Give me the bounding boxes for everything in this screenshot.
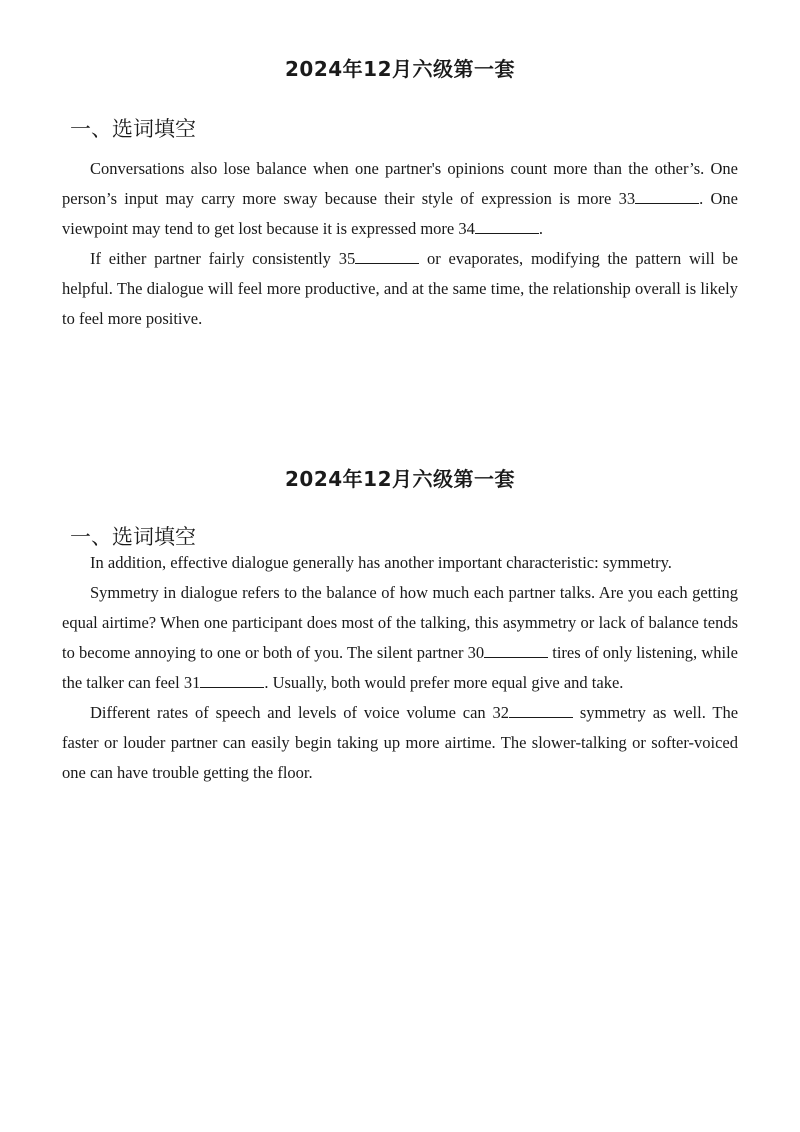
text-segment: symmetry as well. The faster or louder partner can easily begin taking up more airtime. The slower-talking or softer-voiced one can have trouble getting the floor. bbox=[62, 703, 739, 782]
paragraph bbox=[62, 244, 738, 334]
text-segment: tires of only listening, while the talker can feel 31 bbox=[62, 643, 738, 692]
text-segment: In addition, effective dialogue generally has another important characteristic: symmetry. bbox=[90, 553, 672, 572]
paragraph bbox=[62, 154, 738, 244]
section-2 bbox=[62, 464, 738, 788]
text-segment: . bbox=[538, 219, 543, 238]
blank-34 bbox=[475, 219, 539, 234]
blank-33 bbox=[635, 189, 699, 204]
text-segment: Symmetry in dialogue refers to the balance of how much each partner talks. Are you each getting equal airtime? When one participant does most of the talking, this asymmetry or lack of balance tends to become annoying to one or both of you. The silent partner 30 bbox=[62, 583, 738, 662]
text-segment: If either partner fairly consistently 35 bbox=[90, 249, 356, 268]
text-segment: or evaporates, modifying the pattern will be helpful. The dialogue will feel more productive, and at the same time, the relationship overall is likely to feel more positive. bbox=[62, 249, 738, 328]
section-1 bbox=[62, 54, 738, 334]
section-heading: 一、选词填空 bbox=[70, 117, 196, 141]
paragraph bbox=[62, 548, 738, 578]
paragraph bbox=[62, 698, 738, 788]
passage bbox=[62, 548, 738, 788]
document-title: 2024年12月六级第一套 bbox=[285, 57, 515, 81]
passage bbox=[62, 154, 738, 334]
text-segment: Conversations also lose balance when one partner's opinions count more than the other’s. One person’s input may carry more sway because their style of expression is more 33 bbox=[62, 159, 738, 208]
document-title: 2024年12月六级第一套 bbox=[285, 467, 515, 491]
blank-31 bbox=[200, 673, 264, 688]
paragraph bbox=[62, 578, 738, 698]
text-segment: Different rates of speech and levels of voice volume can 32 bbox=[90, 703, 510, 722]
section-heading: 一、选词填空 bbox=[70, 525, 196, 549]
blank-35 bbox=[355, 249, 419, 264]
blank-30 bbox=[484, 643, 548, 658]
blank-32 bbox=[509, 703, 573, 718]
text-segment: . Usually, both would prefer more equal give and take. bbox=[264, 673, 624, 692]
text-segment: . One viewpoint may tend to get lost because it is expressed more 34 bbox=[62, 189, 738, 238]
